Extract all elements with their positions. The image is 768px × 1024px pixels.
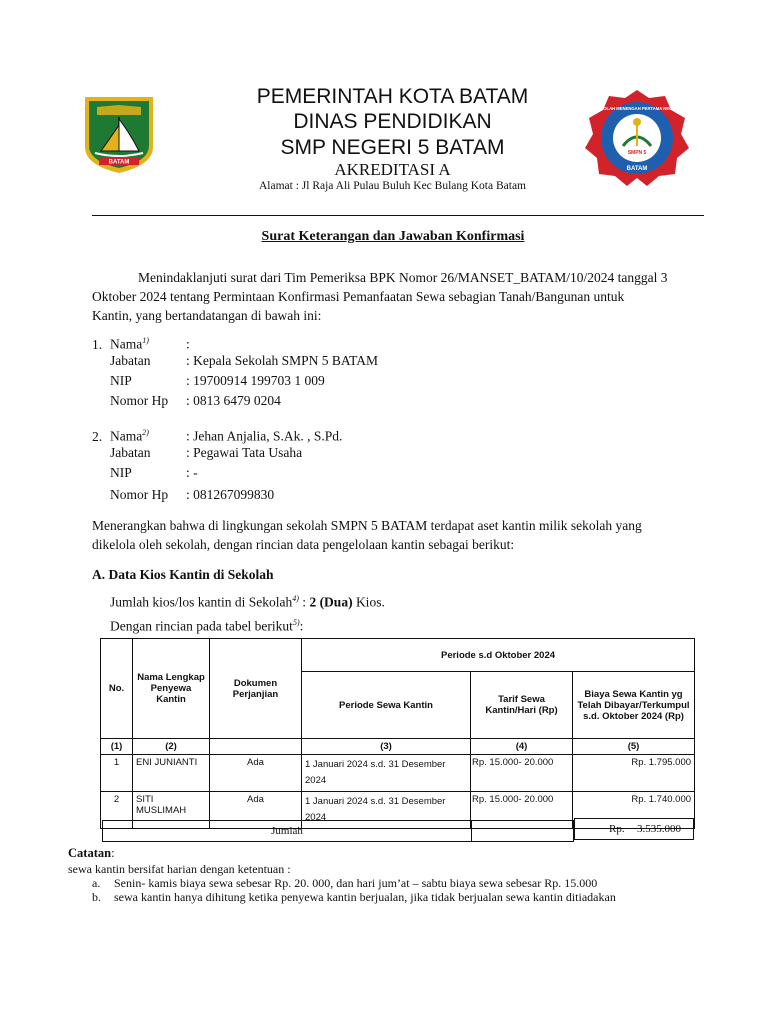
index-cell: (2)	[133, 739, 210, 755]
row-nama: SITI MUSLIMAH	[133, 792, 210, 829]
person-2-nama: : Jehan Anjalia, S.Ak. , S.Pd.	[186, 428, 343, 444]
intro-line-3: Kantin, yang bertandatangan di bawah ini:	[92, 308, 322, 323]
index-cell: (3)	[302, 739, 471, 755]
person-2-nip: : -	[186, 465, 198, 480]
jumlah-kios-colon: :	[298, 594, 310, 610]
person-1-nama-label: Nama	[110, 336, 143, 352]
catatan-item-text: Senin- kamis biaya sewa sebesar Rp. 20. 000, dan hari jum’at – sabtu biaya sewa sebesar Rp. 15.000	[114, 876, 598, 890]
explanation-paragraph	[92, 516, 712, 554]
index-cell	[210, 739, 302, 755]
table-header-row-1	[101, 639, 695, 672]
row-biaya: Rp. 1.795.000	[573, 755, 695, 792]
header-periode-sewa: Periode Sewa Kantin	[302, 672, 471, 739]
person-2-nip-label: NIP	[110, 465, 132, 480]
jumlah-empty-cell	[471, 820, 574, 842]
kios-kantin-table	[100, 638, 695, 829]
header-tarif: Tarif Sewa Kantin/Hari (Rp)	[471, 672, 573, 739]
header-address: Alamat : Jl Raja Ali Pulau Buluh Kec Bulang Kota Batam	[258, 180, 526, 192]
jumlah-kios-value: 2 (Dua)	[309, 594, 353, 610]
jumlah-kios-label: Jumlah kios/los kantin di Sekolah	[110, 594, 293, 610]
catatan-colon: :	[111, 846, 115, 860]
intro-paragraph	[92, 268, 712, 325]
header-line-school: SMP NEGERI 5 BATAM	[280, 136, 505, 159]
person-1-jabatan-label: Jabatan	[110, 353, 151, 368]
table-index-row	[101, 739, 695, 755]
person-1-footnote: 1)	[142, 336, 149, 345]
row-no: 1	[101, 755, 133, 792]
rincian-label: Dengan rincian pada tabel berikut	[110, 618, 293, 634]
header-line-government: PEMERINTAH KOTA BATAM	[256, 85, 529, 108]
row-dokumen: Ada	[210, 792, 302, 829]
index-cell: (5)	[573, 739, 695, 755]
index-cell: (1)	[101, 739, 133, 755]
catatan-label: Catatan	[68, 846, 112, 860]
person-2-jabatan: : Pegawai Tata Usaha	[186, 445, 303, 460]
intro-line-2: Oktober 2024 tentang Permintaan Konfirmasi Pemanfaatan Sewa sebagian Tanah/Bangunan untuk	[92, 289, 625, 304]
catatan-heading	[68, 846, 115, 861]
catatan-item-mark: b.	[92, 890, 101, 904]
person-2-hp: : 081267099830	[186, 487, 275, 502]
row-periode: 1 Januari 2024 s.d. 31 Desember 2024	[302, 792, 471, 829]
person-2-nama-label: Nama	[110, 428, 143, 444]
header-divider	[92, 215, 704, 216]
table-row	[101, 755, 695, 792]
person-1-hp-label: Nomor Hp	[110, 393, 169, 408]
header-dokumen: Dokumen Perjanjian	[210, 639, 302, 739]
jumlah-kios-footnote: 4)	[292, 594, 299, 603]
catatan-line: sewa kantin bersifat harian dengan ketentuan :	[68, 862, 291, 876]
catatan-item-text: sewa kantin hanya dihitung ketika penyewa kantin berjualan, jika tidak berjualan sewa kantin ditiadakan	[114, 890, 616, 904]
person-2-hp-label: Nomor Hp	[110, 487, 169, 502]
person-1-nip-label: NIP	[110, 373, 132, 388]
school-logo-bottom-text: BATAM	[626, 166, 648, 172]
person-1-nip: : 19700914 199703 1 009	[186, 373, 325, 388]
jumlah-rp: Rp.	[609, 823, 625, 835]
school-logo	[583, 88, 691, 188]
rincian-line	[110, 613, 303, 636]
header-akreditasi: AKREDITASI A	[334, 160, 451, 179]
rincian-colon: :	[299, 618, 304, 634]
jumlah-total-cell	[574, 818, 694, 840]
catatan-list	[92, 876, 616, 904]
explain-line-2: dikelola oleh sekolah, dengan rincian data pengelolaan kantin sebagai berikut:	[92, 537, 515, 552]
header-periode-group: Periode s.d Oktober 2024	[302, 639, 695, 672]
row-tarif: Rp. 15.000- 20.000	[471, 792, 573, 829]
jumlah-kios-line	[110, 589, 385, 612]
person-1-number: 1.	[92, 336, 103, 352]
header-line-dinas: DINAS PENDIDIKAN	[293, 110, 492, 133]
person-2-block	[92, 423, 492, 505]
header-biaya: Biaya Sewa Kantin yg Telah Dibayar/Terkumpul s.d. Oktober 2024 (Rp)	[573, 672, 695, 739]
row-tarif: Rp. 15.000- 20.000	[471, 755, 573, 792]
header-no: No.	[101, 639, 133, 739]
row-biaya: Rp. 1.740.000	[573, 792, 695, 829]
row-dokumen: Ada	[210, 755, 302, 792]
jumlah-kios-suffix: Kios.	[352, 594, 385, 610]
person-1-jabatan: : Kepala Sekolah SMPN 5 BATAM	[186, 353, 379, 368]
explain-line-1: Menerangkan bahwa di lingkungan sekolah SMPN 5 BATAM terdapat aset kantin milik sekolah yang	[92, 518, 642, 533]
jumlah-label-cell: Jumlah	[102, 820, 472, 842]
intro-line-1: Menindaklanjuti surat dari Tim Pemeriksa BPK Nomor 26/MANSET_BATAM/10/2024 tanggal 3	[138, 270, 668, 285]
batam-city-logo	[83, 95, 155, 175]
index-cell: (4)	[471, 739, 573, 755]
header-nama-penyewa: Nama Lengkap Penyewa Kantin	[133, 639, 210, 739]
section-a-heading: A. Data Kios Kantin di Sekolah	[92, 567, 274, 582]
person-1-block	[92, 331, 492, 411]
person-1-hp: : 0813 6479 0204	[186, 393, 281, 408]
jumlah-total-value: 3.535.000	[637, 823, 681, 835]
person-2-footnote: 2)	[142, 428, 149, 437]
person-1-nama: :	[186, 336, 190, 352]
batam-logo-text: BATAM	[108, 159, 130, 166]
row-nama: ENI JUNIANTI	[133, 755, 210, 792]
school-logo-ring-text: SEKOLAH MENENGAH PERTAMA NEGERI	[594, 106, 680, 111]
row-periode: 1 Januari 2024 s.d. 31 Desember 2024	[302, 755, 471, 792]
school-logo-center-text: SMPN 5	[627, 150, 647, 156]
person-2-number: 2.	[92, 428, 103, 444]
rincian-footnote: 5)	[292, 618, 300, 627]
row-no: 2	[101, 792, 133, 829]
catatan-item-mark: a.	[92, 876, 101, 890]
letter-title: Surat Keterangan dan Jawaban Konfirmasi	[261, 229, 525, 244]
person-2-jabatan-label: Jabatan	[110, 445, 151, 460]
